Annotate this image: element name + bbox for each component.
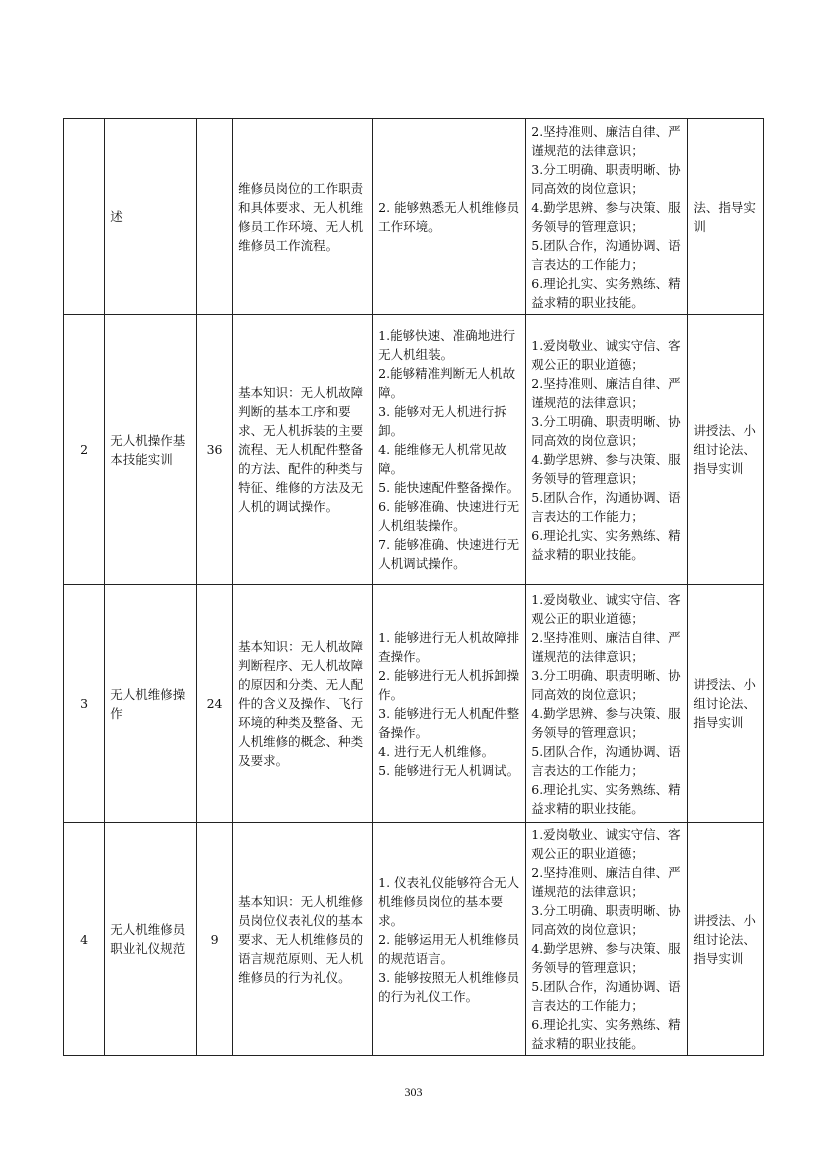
skill-item: 7. 能够准确、快速进行无人机调试操作。 <box>378 537 520 571</box>
skills-cell <box>373 119 526 315</box>
module-name: 述 <box>105 119 197 315</box>
hours: 24 <box>196 585 232 823</box>
quality-item: 5.团队合作，沟通协调、语言表达的工作能力； <box>531 743 681 778</box>
quality-item: 3.分工明确、职责明晰、协同高效的岗位意识； <box>531 903 681 937</box>
skill-item: 1. 能够进行无人机故障排查操作。 <box>378 629 520 664</box>
skill-item: 2. 能够进行无人机拆卸操作。 <box>378 667 520 702</box>
hours <box>196 119 232 315</box>
row-index: 3 <box>64 585 105 823</box>
skill-item: 6. 能够准确、快速进行无人机组装操作。 <box>378 499 520 533</box>
row-index: 2 <box>64 315 105 585</box>
skill-item: 5. 能快速配件整备操作。 <box>378 480 520 495</box>
quality-item: 3.分工明确、职责明晰、协同高效的岗位意识； <box>531 413 681 448</box>
quality-item: 2.坚持准则、廉洁自律、严谨规范的法律意识； <box>531 123 681 158</box>
table-row <box>64 585 764 823</box>
qualities-cell <box>526 823 688 1056</box>
hours: 36 <box>196 315 232 585</box>
table-row <box>64 315 764 585</box>
page-number: 303 <box>404 1085 423 1099</box>
skill-item: 4. 能维修无人机常见故障。 <box>378 442 507 476</box>
quality-item: 3.分工明确、职责明晰、协同高效的岗位意识； <box>531 161 681 196</box>
hours: 9 <box>196 823 232 1056</box>
content-cell: 基本知识：无人机维修员岗位仪表礼仪的基本要求、无人机维修员的语言规范原则、无人机维修员的行为礼仪。 <box>233 823 373 1056</box>
skills-cell <box>373 823 526 1056</box>
skill-item: 5. 能够进行无人机调试。 <box>378 762 520 778</box>
module-name: 无人机维修操作 <box>105 585 197 823</box>
module-name: 无人机操作基本技能实训 <box>105 315 197 585</box>
skills-cell <box>373 585 526 823</box>
skill-item: 4. 进行无人机维修。 <box>378 743 495 759</box>
skill-item: 3. 能够按照无人机维修员的行为礼仪工作。 <box>378 969 520 1004</box>
skill-item: 1. 仪表礼仪能够符合无人机维修员岗位的基本要求。 <box>378 874 520 928</box>
quality-item: 5.团队合作，沟通协调、语言表达的工作能力； <box>531 237 681 272</box>
skill-item: 2. 能够熟悉无人机维修员工作环境。 <box>378 199 520 234</box>
quality-item: 6.理论扎实、实务熟练、精益求精的职业技能。 <box>531 527 681 562</box>
course-table <box>63 118 764 1056</box>
methods-cell: 讲授法、小组讨论法、指导实训 <box>688 823 764 1056</box>
row-index: 4 <box>64 823 105 1056</box>
quality-item: 1.爱岗敬业、诚实守信、客观公正的职业道德； <box>531 337 681 372</box>
course-table-body <box>64 119 764 1056</box>
skill-item: 2. 能够运用无人机维修员的规范语言。 <box>378 931 520 966</box>
row-index <box>64 119 105 315</box>
quality-item: 1.爱岗敬业、诚实守信、客观公正的职业道德； <box>531 827 681 861</box>
quality-item: 2.坚持准则、廉洁自律、严谨规范的法律意识； <box>531 375 681 410</box>
quality-item: 4.勤学思辨、参与决策、服务领导的管理意识； <box>531 199 681 234</box>
content-cell: 基本知识：无人机故障判断程序、无人机故障的原因和分类、无人配件的含义及操作、飞行环境的种类及整备、无人机维修的概念、种类及要求。 <box>233 585 373 823</box>
skill-item: 2.能够精准判断无人机故障。 <box>378 366 516 400</box>
content-cell: 基本知识：无人机故障判断的基本工序和要求、无人机拆装的主要流程、无人机配件整备的方法、配件的种类与特征、维修的方法及无人机的调试操作。 <box>233 315 373 585</box>
quality-item: 5.团队合作，沟通协调、语言表达的工作能力； <box>531 979 681 1013</box>
quality-item: 4.勤学思辨、参与决策、服务领导的管理意识； <box>531 705 681 740</box>
quality-item: 6.理论扎实、实务熟练、精益求精的职业技能。 <box>531 275 681 310</box>
skills-cell <box>373 315 526 585</box>
qualities-cell <box>526 315 688 585</box>
table-row <box>64 823 764 1056</box>
quality-item: 6.理论扎实、实务熟练、精益求精的职业技能。 <box>531 1017 681 1051</box>
qualities-cell <box>526 585 688 823</box>
qualities-cell <box>526 119 688 315</box>
quality-item: 3.分工明确、职责明晰、协同高效的岗位意识； <box>531 667 681 702</box>
quality-item: 6.理论扎实、实务熟练、精益求精的职业技能。 <box>531 781 681 816</box>
methods-cell: 讲授法、小组讨论法、指导实训 <box>688 315 764 585</box>
table-row <box>64 119 764 315</box>
module-name: 无人机维修员职业礼仪规范 <box>105 823 197 1056</box>
methods-cell: 法、指导实训 <box>688 119 764 315</box>
content-cell: 维修员岗位的工作职责和具体要求、无人机维修员工作环境、无人机维修员工作流程。 <box>233 119 373 315</box>
methods-cell: 讲授法、小组讨论法、指导实训 <box>688 585 764 823</box>
quality-item: 4.勤学思辨、参与决策、服务领导的管理意识； <box>531 941 681 975</box>
skill-item: 3. 能够进行无人机配件整备操作。 <box>378 705 520 740</box>
skill-item: 1.能够快速、准确地进行无人机组装。 <box>378 328 516 362</box>
quality-item: 4.勤学思辨、参与决策、服务领导的管理意识； <box>531 451 681 486</box>
quality-item: 1.爱岗敬业、诚实守信、客观公正的职业道德； <box>531 591 681 626</box>
quality-item: 2.坚持准则、廉洁自律、严谨规范的法律意识； <box>531 629 681 664</box>
quality-item: 2.坚持准则、廉洁自律、严谨规范的法律意识； <box>531 865 681 899</box>
skill-item: 3. 能够对无人机进行拆卸。 <box>378 404 507 438</box>
quality-item: 5.团队合作，沟通协调、语言表达的工作能力； <box>531 489 681 524</box>
